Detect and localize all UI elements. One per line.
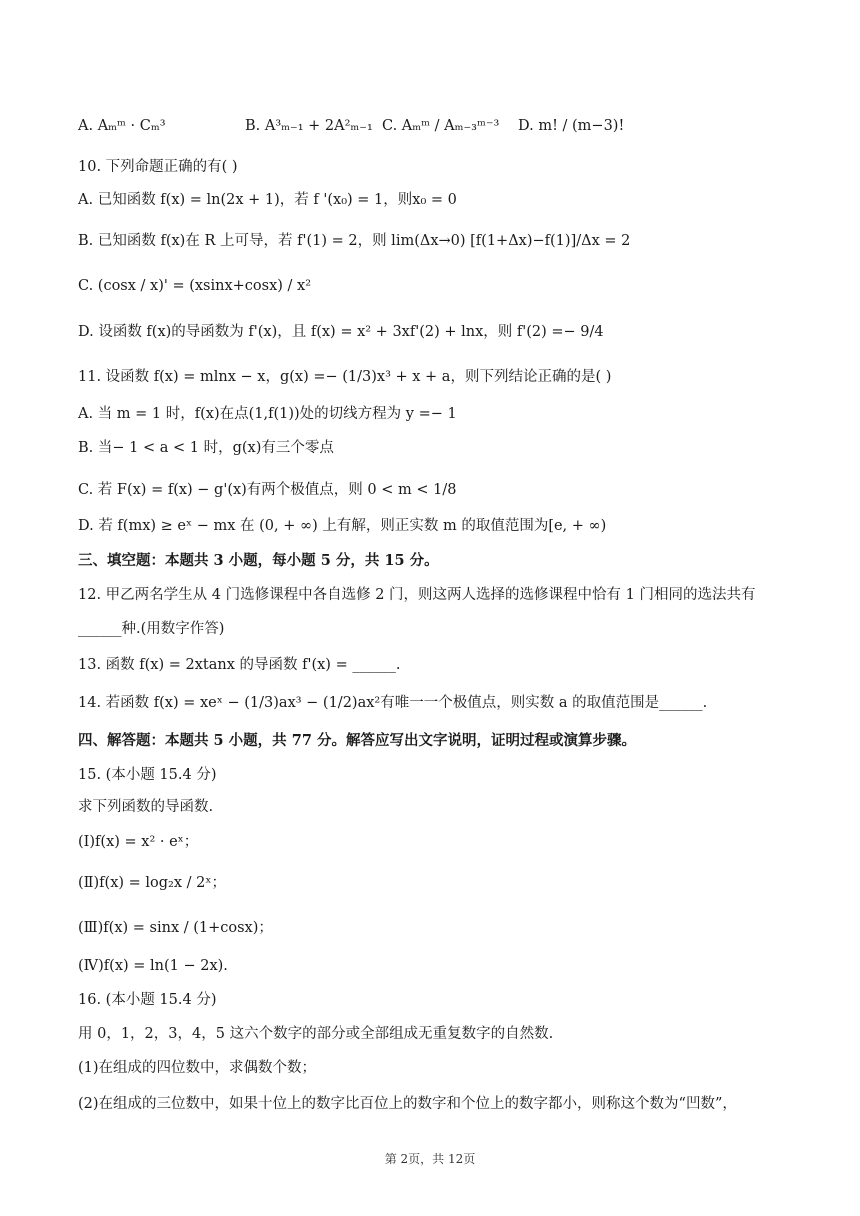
q11-option-c: C. 若 F(x) = f(x) − g'(x)有两个极值点，则 0 < m < 1/8	[78, 482, 457, 498]
q14: 14. 若函数 f(x) = xeˣ − (1/3)ax³ − (1/2)ax²有唯一一个极值点，则实数 a 的取值范围是______.	[78, 695, 708, 711]
page-footer: 第 2页，共 12页	[384, 1152, 476, 1166]
q12-line-1: 12. 甲乙两名学生从 4 门选修课程中各自选修 2 门，则这两人选择的选修课程中恰有 1 门相同的选法共有	[78, 587, 756, 603]
q15-part-i: (Ⅰ)f(x) = x² · eˣ；	[78, 834, 199, 850]
q10-stem: 10. 下列命题正确的有( )	[78, 159, 238, 175]
q11-option-b: B. 当− 1 < a < 1 时，g(x)有三个零点	[78, 440, 334, 456]
q10-option-d: D. 设函数 f(x)的导函数为 f'(x)，且 f(x) = x² + 3xf'(2) + lnx，则 f'(2) =− 9/4	[78, 324, 604, 340]
q11-option-a: A. 当 m = 1 时，f(x)在点(1,f(1))处的切线方程为 y =− 1	[78, 406, 457, 422]
q16-title: 16. (本小题 15.4 分)	[78, 992, 217, 1008]
q15-title: 15. (本小题 15.4 分)	[78, 767, 217, 783]
q9-option-d: D. m! / (m−3)!	[518, 118, 625, 134]
q10-option-b: B. 已知函数 f(x)在 R 上可导，若 f'(1) = 2，则 lim(Δx→0) [f(1+Δx)−f(1)]/Δx = 2	[78, 233, 631, 249]
q13: 13. 函数 f(x) = 2xtanx 的导函数 f'(x) = ______.	[78, 657, 401, 673]
q12-line-2: ______种.(用数字作答)	[78, 621, 225, 637]
q10-option-c: C. (cosx / x)' = (xsinx+cosx) / x²	[78, 278, 312, 294]
q11-stem: 11. 设函数 f(x) = mlnx − x，g(x) =− (1/3)x³ + x + a，则下列结论正确的是( )	[78, 369, 612, 385]
section-4-heading: 四、解答题：本题共 5 小题，共 77 分。解答应写出文字说明，证明过程或演算步骤。	[78, 732, 636, 749]
q15-part-iv: (Ⅳ)f(x) = ln(1 − 2x).	[78, 958, 228, 974]
q9-option-b: B. A³ₘ₋₁ + 2A²ₘ₋₁	[245, 118, 373, 134]
q16-part-1: (1)在组成的四位数中，求偶数个数；	[78, 1060, 317, 1076]
q9-option-c: C. Aₘᵐ / Aₘ₋₃ᵐ⁻³	[382, 118, 500, 134]
q16-stem: 用 0，1，2，3，4，5 这六个数字的部分或全部组成无重复数字的自然数.	[78, 1026, 554, 1042]
q9-option-a: A. Aₘᵐ · Cₘ³	[78, 118, 166, 134]
q15-stem: 求下列函数的导函数.	[78, 799, 214, 815]
q11-option-d: D. 若 f(mx) ≥ eˣ − mx 在 (0, + ∞) 上有解，则正实数 m 的取值范围为[e, + ∞)	[78, 518, 607, 534]
q15-part-ii: (Ⅱ)f(x) = log₂x / 2ˣ；	[78, 875, 227, 891]
q10-option-a: A. 已知函数 f(x) = ln(2x + 1)，若 f '(x₀) = 1，则x₀ = 0	[78, 192, 457, 208]
section-3-heading: 三、填空题：本题共 3 小题，每小题 5 分，共 15 分。	[78, 552, 439, 569]
q16-part-2: (2)在组成的三位数中，如果十位上的数字比百位上的数字和个位上的数字都小，则称这个数为“凹数”，	[78, 1096, 737, 1112]
q15-part-iii: (Ⅲ)f(x) = sinx / (1+cosx)；	[78, 920, 273, 936]
